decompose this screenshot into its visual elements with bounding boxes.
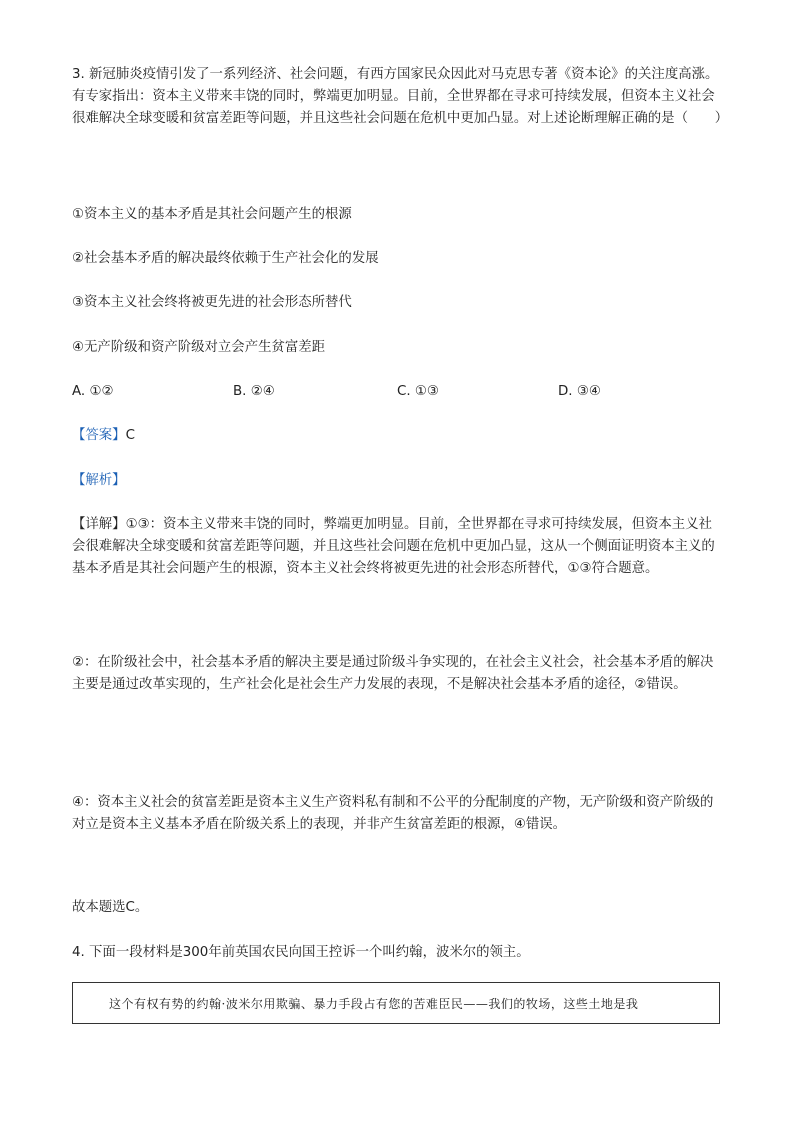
option-b: B. ②④: [233, 384, 275, 399]
question-3-stem: 3. 新冠肺炎疫情引发了一系列经济、社会问题，有西方国家民众因此对马克思专著《资本论》的关注度高涨。有专家指出：资本主义带来丰饶的同时，弊端更加明显。目前，全世界都在寻求可持续发展，但资本主义社会很难解决全球变暖和贫富差距等问题，并且这些社会问题在危机中更加凸显。对上述论断理解正确的是（ ）: [72, 67, 729, 126]
question-4-stem: 4. 下面一段材料是300年前英国农民向国王控诉一个叫约翰，波米尔的领主。: [72, 945, 530, 960]
detail-paragraph-1: [72, 514, 724, 580]
statement-3: ③资本主义社会终将被更先进的社会形态所替代: [72, 295, 352, 310]
statement-1: ①资本主义的基本矛盾是其社会问题产生的根源: [72, 207, 352, 222]
analysis-line: [72, 470, 724, 492]
answer-tag: 【答案】: [72, 428, 126, 443]
conclusion: 故本题选C。: [72, 900, 149, 915]
detail-paragraph-2: ②：在阶级社会中，社会基本矛盾的解决主要是通过阶级斗争实现的，在社会主义社会，社会基本矛盾的解决主要是通过改革实现的，生产社会化是社会生产力发展的表现，不是解决社会基本矛盾的途径，②错误。: [72, 655, 714, 692]
detail-paragraph-3: ④：资本主义社会的贫富差距是资本主义生产资料私有制和不公平的分配制度的产物，无产阶级和资产阶级的对立是资本主义基本矛盾在阶级关系上的表现，并非产生贫富差距的根源，④错误。: [72, 795, 714, 832]
detail-tag: 【详解】: [72, 517, 126, 532]
quote-box: [72, 982, 720, 1024]
detail-text-1: ①③：资本主义带来丰饶的同时，弊端更加明显。目前，全世界都在寻求可持续发展，但资本主义社会很难解决全球变暖和贫富差距等问题，并且这些社会问题在危机中更加凸显，这从一个侧面证明资本主义的基本矛盾是其社会问题产生的根源，资本主义社会终将被更先进的社会形态所替代，①③符合题意。: [72, 517, 715, 576]
option-d: D. ③④: [558, 384, 601, 399]
answer-line: [72, 425, 724, 447]
analysis-tag: 【解析】: [72, 473, 126, 488]
statement-2: ②社会基本矛盾的解决最终依赖于生产社会化的发展: [72, 251, 379, 266]
statement-4: ④无产阶级和资产阶级对立会产生贫富差距: [72, 340, 326, 355]
option-a: A. ①②: [72, 384, 114, 399]
quote-text: 这个有权有势的约翰·波米尔用欺骗、暴力手段占有您的苦难臣民——我们的牧场，这些土地是我: [109, 997, 639, 1011]
answer-value: C: [125, 428, 135, 443]
option-c: C. ①③: [397, 384, 439, 399]
